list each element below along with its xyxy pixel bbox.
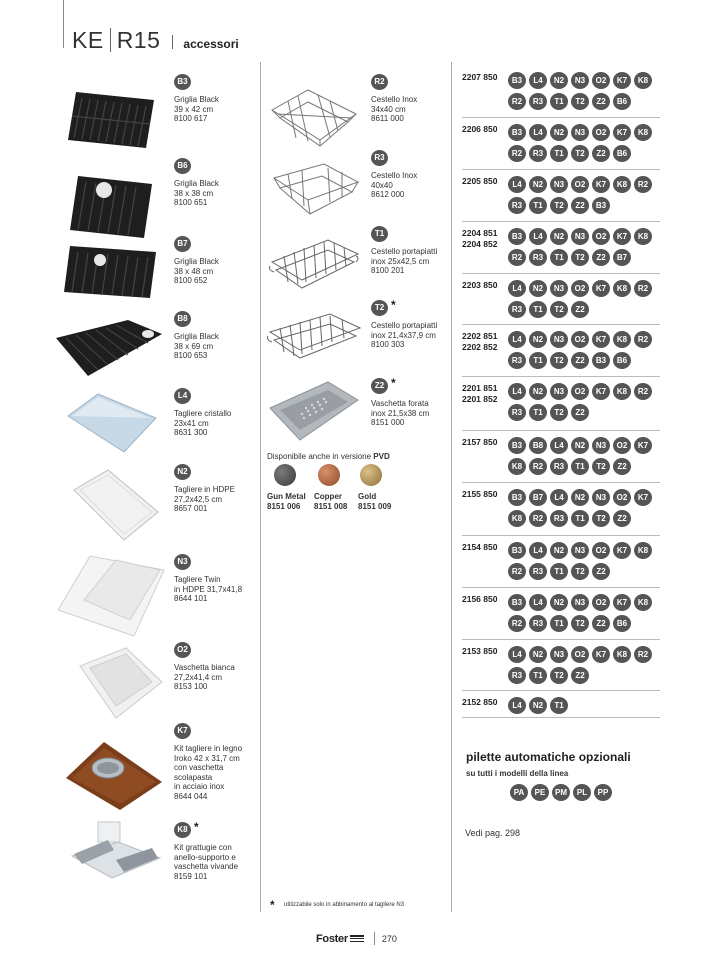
model-code: 2153 850 <box>462 646 498 656</box>
code-badge: N3 <box>571 72 589 89</box>
code-badge: T2 <box>571 615 589 632</box>
code-badge: T2 <box>592 458 610 475</box>
code-badge: L4 <box>508 331 526 348</box>
code-badge: L4 <box>508 383 526 400</box>
code-badge: R2 <box>634 176 652 193</box>
model-code: 2205 850 <box>462 176 498 186</box>
code-badge: Z2 <box>592 249 610 266</box>
code-badge: N3 <box>592 489 610 506</box>
code-badge: L4 <box>508 697 526 714</box>
code-badge: R2 <box>634 331 652 348</box>
accessory-desc: Griglia Black 39 x 42 cm 8100 617 <box>174 95 219 123</box>
asterisk-mark: * <box>391 376 396 390</box>
code-badge: K7 <box>592 646 610 663</box>
compatible-accessories <box>508 228 666 266</box>
code-badge: B7 <box>529 489 547 506</box>
code-badge: K8 <box>613 646 631 663</box>
code-badge: O2 <box>571 280 589 297</box>
code-badge: B3 <box>508 72 526 89</box>
code-badge: N2 <box>529 176 547 193</box>
row-separator <box>462 430 660 431</box>
row-separator <box>462 482 660 483</box>
code-badge: B8 <box>174 311 191 327</box>
code-badge: L4 <box>174 388 191 404</box>
code-badge: Z2 <box>613 510 631 527</box>
row-separator <box>462 324 660 325</box>
code-badge: T2 <box>550 197 568 214</box>
code-badge: L4 <box>529 594 547 611</box>
code-badge: T1 <box>571 510 589 527</box>
code-badge: N3 <box>550 331 568 348</box>
code-badge: N3 <box>174 554 191 570</box>
code-badge: O2 <box>592 72 610 89</box>
code-badge: Z2 <box>571 667 589 684</box>
code-badge: N3 <box>550 280 568 297</box>
header-divider-small <box>172 35 173 49</box>
asterisk-mark: * <box>270 898 275 912</box>
accessory-desc: Tagliere in HDPE 27,2x42,5 cm 8657 001 <box>174 485 235 513</box>
code-badge: Z2 <box>592 93 610 110</box>
code-badge: T1 <box>550 697 568 714</box>
code-badge: K8 <box>174 822 191 838</box>
code-badge: K7 <box>613 594 631 611</box>
header-divider <box>110 28 111 52</box>
brand-r15: R15 <box>116 27 161 53</box>
code-badge: K7 <box>634 489 652 506</box>
code-badge: K8 <box>613 280 631 297</box>
code-badge: Z2 <box>371 378 388 394</box>
code-badge: R3 <box>529 93 547 110</box>
finish-copper: Copper 8151 008 <box>314 492 348 511</box>
code-badge: N3 <box>550 176 568 193</box>
code-badge: T1 <box>529 197 547 214</box>
code-badge: T2 <box>571 563 589 580</box>
code-badge: K7 <box>634 437 652 454</box>
code-badge: Z2 <box>592 145 610 162</box>
grid-b8-image <box>52 318 164 378</box>
code-badge: O2 <box>613 489 631 506</box>
compatible-accessories <box>508 697 666 714</box>
code-badge: T1 <box>529 667 547 684</box>
compatible-accessories <box>508 331 666 369</box>
row-separator <box>462 117 660 118</box>
code-badge: R2 <box>634 280 652 297</box>
code-badge: R2 <box>529 458 547 475</box>
compatible-accessories <box>508 646 666 684</box>
accessory-desc: Kit grattugie con anello-supporto e vaschetta vivande 8159 101 <box>174 843 239 881</box>
code-badge: B3 <box>508 124 526 141</box>
code-badge: K7 <box>613 124 631 141</box>
row-separator <box>462 535 660 536</box>
code-badge: O2 <box>571 331 589 348</box>
brand-ke: KE <box>72 27 104 53</box>
code-badge: N2 <box>550 124 568 141</box>
code-badge: T1 <box>571 458 589 475</box>
code-badge: K7 <box>174 723 191 739</box>
row-separator <box>462 221 660 222</box>
code-badge: B6 <box>613 145 631 162</box>
dish-rack-t2-image <box>266 310 362 366</box>
code-badge: B6 <box>613 352 631 369</box>
code-badge: N2 <box>174 464 191 480</box>
code-badge: B3 <box>592 352 610 369</box>
code-badge: N3 <box>550 383 568 400</box>
code-badge: O2 <box>592 228 610 245</box>
asterisk-mark: * <box>391 298 396 312</box>
perforated-tray-z2-image <box>266 378 362 446</box>
page-reference: Vedi pag. 298 <box>465 828 521 838</box>
pilette-badges <box>510 784 612 801</box>
code-badge: T2 <box>592 510 610 527</box>
code-badge: O2 <box>592 594 610 611</box>
basket-r2-image <box>268 84 360 154</box>
white-tray-o2-image <box>76 646 164 720</box>
wood-kit-k7-image <box>64 738 164 812</box>
code-badge: R2 <box>508 615 526 632</box>
column-divider <box>260 62 261 912</box>
code-badge: B3 <box>508 228 526 245</box>
code-badge: L4 <box>508 176 526 193</box>
code-badge: N2 <box>529 383 547 400</box>
dish-rack-t1-image <box>268 236 360 294</box>
code-badge: K7 <box>592 383 610 400</box>
code-badge: K8 <box>634 228 652 245</box>
code-badge: K8 <box>634 594 652 611</box>
model-code: 2203 850 <box>462 280 498 290</box>
row-separator <box>462 587 660 588</box>
code-badge: K8 <box>508 510 526 527</box>
code-badge: N2 <box>529 280 547 297</box>
code-badge: L4 <box>529 542 547 559</box>
code-badge: O2 <box>571 383 589 400</box>
code-badge: T2 <box>550 352 568 369</box>
code-badge: R3 <box>508 352 526 369</box>
accessory-desc: Griglia Black 38 x 48 cm 8100 652 <box>174 257 219 285</box>
code-badge: L4 <box>550 489 568 506</box>
model-code: 2152 850 <box>462 697 498 707</box>
model-code: 2204 851 2204 852 <box>462 228 498 249</box>
code-badge: K8 <box>613 176 631 193</box>
compatible-accessories <box>508 124 666 162</box>
code-badge: PA <box>510 784 528 801</box>
swatch-gun-metal <box>274 464 296 486</box>
code-badge: O2 <box>571 176 589 193</box>
swatch-gold <box>360 464 382 486</box>
accessory-desc: Griglia Black 38 x 38 cm 8100 651 <box>174 179 219 207</box>
code-badge: B3 <box>592 197 610 214</box>
row-separator <box>462 690 660 691</box>
code-badge: N3 <box>592 437 610 454</box>
code-badge: T1 <box>550 249 568 266</box>
accessory-desc: Tagliere Twin in HDPE 31,7x41,8 8644 101 <box>174 575 243 603</box>
code-badge: K8 <box>634 542 652 559</box>
accessory-desc: Cestello portapiatti inox 21,4x37,9 cm 8100 303 <box>371 321 438 349</box>
code-badge: PE <box>531 784 549 801</box>
code-badge: L4 <box>508 646 526 663</box>
compatible-accessories <box>508 542 666 580</box>
code-badge: K8 <box>613 331 631 348</box>
code-badge: N2 <box>550 228 568 245</box>
accessory-desc: Kit tagliere in legno Iroko 42 x 31,7 cm con vaschetta scolapasta in acciaio inox 8644 044 <box>174 744 243 801</box>
accessory-desc: Cestello Inox 34x40 cm 8611 000 <box>371 95 418 123</box>
code-badge: Z2 <box>571 301 589 318</box>
code-badge: PL <box>573 784 591 801</box>
code-badge: B6 <box>613 615 631 632</box>
code-badge: N2 <box>571 489 589 506</box>
code-badge: PM <box>552 784 570 801</box>
code-badge: O2 <box>592 124 610 141</box>
pilette-subtitle: su tutti i modelli della linea <box>466 769 569 778</box>
compatible-accessories <box>508 280 666 318</box>
code-badge: N2 <box>529 697 547 714</box>
code-badge: N2 <box>529 646 547 663</box>
model-code: 2202 851 2202 852 <box>462 331 498 352</box>
code-badge: B7 <box>613 249 631 266</box>
pilette-title: pilette automatiche opzionali <box>466 750 631 764</box>
model-code: 2155 850 <box>462 489 498 499</box>
code-badge: L4 <box>550 437 568 454</box>
code-badge: N2 <box>529 331 547 348</box>
compatible-accessories <box>508 594 666 632</box>
accessory-desc: Griglia Black 38 x 69 cm 8100 653 <box>174 332 219 360</box>
code-badge: B7 <box>174 236 191 252</box>
code-badge: N3 <box>571 124 589 141</box>
code-badge: N3 <box>571 594 589 611</box>
code-badge: B6 <box>613 93 631 110</box>
code-badge: K7 <box>613 542 631 559</box>
model-code: 2157 850 <box>462 437 498 447</box>
code-badge: R2 <box>508 563 526 580</box>
code-badge: T2 <box>371 300 388 316</box>
row-separator <box>462 273 660 274</box>
model-code: 2156 850 <box>462 594 498 604</box>
code-badge: B3 <box>508 437 526 454</box>
code-badge: R2 <box>529 510 547 527</box>
code-badge: K7 <box>592 331 610 348</box>
code-badge: R2 <box>634 646 652 663</box>
code-badge: N2 <box>550 594 568 611</box>
code-badge: R3 <box>529 615 547 632</box>
code-badge: T2 <box>571 249 589 266</box>
code-badge: Z2 <box>592 563 610 580</box>
code-badge: T1 <box>550 563 568 580</box>
grid-b6-image <box>66 172 156 242</box>
code-badge: T1 <box>529 301 547 318</box>
swatch-copper <box>318 464 340 486</box>
row-separator <box>462 376 660 377</box>
code-badge: T1 <box>550 615 568 632</box>
code-badge: K8 <box>634 72 652 89</box>
code-badge: N2 <box>550 72 568 89</box>
accessory-desc: Vaschetta forata inox 21,5x38 cm 8151 000 <box>371 399 430 427</box>
code-badge: K7 <box>592 176 610 193</box>
code-badge: R3 <box>508 667 526 684</box>
code-badge: T2 <box>550 667 568 684</box>
footnote: utilizzabile solo in abbinamento al tagliere N3 <box>284 902 405 908</box>
code-badge: N2 <box>550 542 568 559</box>
finish-gun-metal: Gun Metal 8151 006 <box>267 492 306 511</box>
code-badge: N2 <box>571 437 589 454</box>
code-badge: T2 <box>571 145 589 162</box>
code-badge: B8 <box>529 437 547 454</box>
code-badge: Z2 <box>613 458 631 475</box>
header-rule <box>63 0 64 48</box>
pvd-caption: Disponibile anche in versione PVD <box>267 452 390 461</box>
compatible-accessories <box>508 383 666 421</box>
code-badge: Z2 <box>571 404 589 421</box>
code-badge: L4 <box>529 228 547 245</box>
foster-logo: Foster <box>316 932 348 945</box>
footer-divider <box>374 932 375 945</box>
code-badge: N3 <box>550 646 568 663</box>
code-badge: N3 <box>571 542 589 559</box>
code-badge: B3 <box>508 594 526 611</box>
code-badge: K7 <box>592 280 610 297</box>
code-badge: Z2 <box>571 197 589 214</box>
basket-r3-image <box>268 160 362 222</box>
page-footer <box>316 932 397 945</box>
code-badge: T1 <box>529 352 547 369</box>
code-badge: R2 <box>508 93 526 110</box>
code-badge: R3 <box>508 404 526 421</box>
finish-gold: Gold 8151 009 <box>358 492 392 511</box>
code-badge: R3 <box>529 563 547 580</box>
code-badge: R2 <box>371 74 388 90</box>
accessory-desc: Cestello portapiatti inox 25x42,5 cm 8100 201 <box>371 247 438 275</box>
accessory-desc: Cestello Inox 40x40 8612 000 <box>371 171 418 199</box>
grid-b3-image <box>66 86 156 152</box>
code-badge: R2 <box>508 249 526 266</box>
code-badge: O2 <box>174 642 191 658</box>
code-badge: K7 <box>613 72 631 89</box>
page-number: 270 <box>381 933 397 944</box>
compatible-accessories <box>508 72 666 110</box>
code-badge: R3 <box>508 197 526 214</box>
compatible-accessories <box>508 176 666 214</box>
code-badge: R3 <box>371 150 388 166</box>
row-separator <box>462 639 660 640</box>
compatible-accessories <box>508 489 666 527</box>
glass-board-l4-image <box>64 390 160 456</box>
code-badge: L4 <box>529 124 547 141</box>
asterisk-mark: * <box>194 820 199 834</box>
model-code: 2207 850 <box>462 72 498 82</box>
code-badge: R3 <box>550 458 568 475</box>
code-badge: K8 <box>634 124 652 141</box>
code-badge: R2 <box>634 383 652 400</box>
code-badge: T1 <box>371 226 388 242</box>
code-badge: L4 <box>508 280 526 297</box>
code-badge: N3 <box>571 228 589 245</box>
code-badge: R3 <box>529 145 547 162</box>
accessory-desc: Tagliere cristallo 23x41 cm 8631 300 <box>174 409 232 437</box>
grater-kit-k8-image <box>68 818 164 884</box>
code-badge: K8 <box>613 383 631 400</box>
row-separator <box>462 717 660 718</box>
code-badge: R3 <box>508 301 526 318</box>
code-badge: Z2 <box>571 352 589 369</box>
hdpe-board-n2-image <box>70 468 162 544</box>
code-badge: PP <box>594 784 612 801</box>
row-separator <box>462 169 660 170</box>
code-badge: B6 <box>174 158 191 174</box>
twin-board-n3-image <box>56 552 168 640</box>
page-header <box>72 28 239 52</box>
code-badge: T1 <box>529 404 547 421</box>
code-badge: K7 <box>613 228 631 245</box>
code-badge: O2 <box>571 646 589 663</box>
code-badge: R3 <box>529 249 547 266</box>
code-badge: B3 <box>508 489 526 506</box>
code-badge: K8 <box>508 458 526 475</box>
accessory-desc: Vaschetta bianca 27,2x41,4 cm 8153 100 <box>174 663 235 691</box>
code-badge: O2 <box>592 542 610 559</box>
grid-b7-image <box>60 240 160 302</box>
code-badge: T2 <box>550 404 568 421</box>
code-badge: R3 <box>550 510 568 527</box>
code-badge: T2 <box>550 301 568 318</box>
compatible-accessories <box>508 437 666 475</box>
model-code: 2206 850 <box>462 124 498 134</box>
code-badge: T1 <box>550 93 568 110</box>
code-badge: T2 <box>571 93 589 110</box>
code-badge: Z2 <box>592 615 610 632</box>
code-badge: O2 <box>613 437 631 454</box>
code-badge: T1 <box>550 145 568 162</box>
model-code: 2201 851 2201 852 <box>462 383 498 404</box>
code-badge: B3 <box>508 542 526 559</box>
section-title: accessori <box>183 37 239 51</box>
code-badge: R2 <box>508 145 526 162</box>
model-code: 2154 850 <box>462 542 498 552</box>
code-badge: L4 <box>529 72 547 89</box>
logo-mark-icon <box>350 935 364 942</box>
code-badge: B3 <box>174 74 191 90</box>
